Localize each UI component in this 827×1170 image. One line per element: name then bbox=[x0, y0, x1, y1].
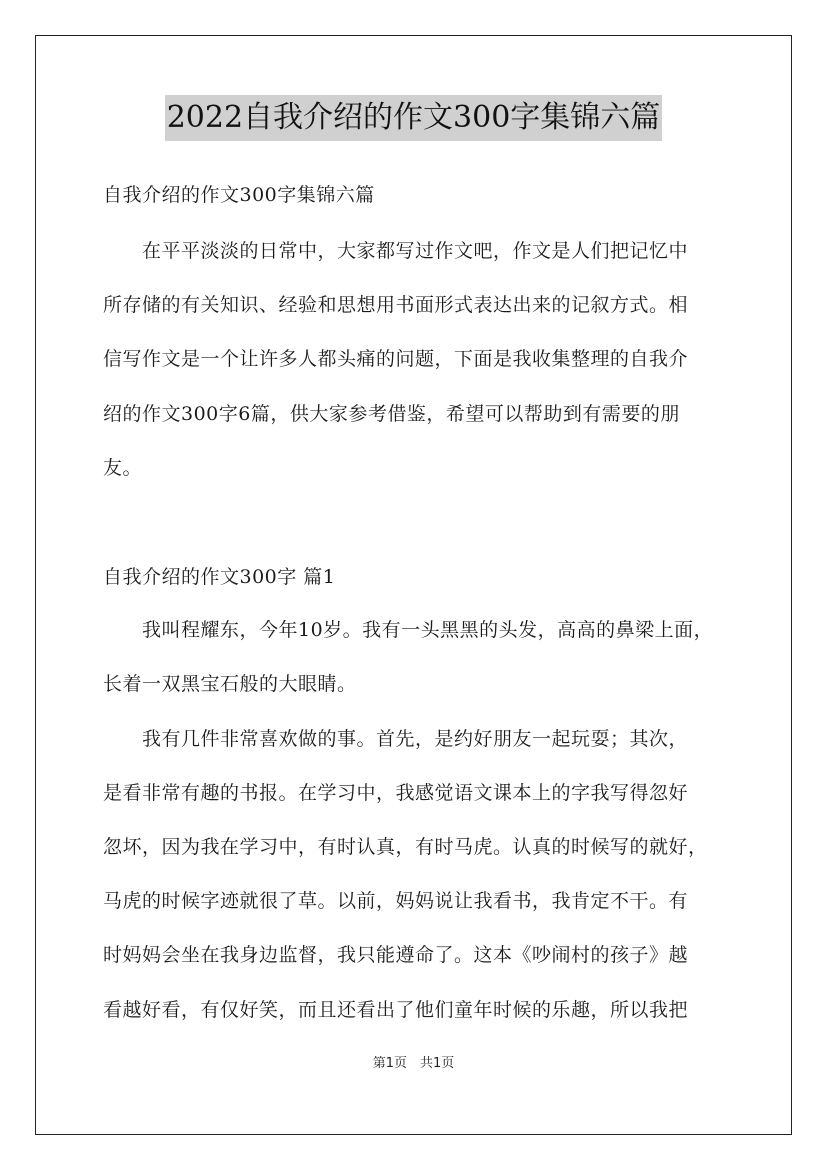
page-footer: 第1页 共1页 bbox=[372, 1056, 455, 1071]
paragraph-line: 所存储的有关知识、经验和思想用书面形式表达出来的记叙方式。相 bbox=[103, 294, 689, 316]
paragraph-line: 长着一双黑宝石般的大眼睛。 bbox=[103, 673, 357, 695]
paragraph-line: 时妈妈会坐在我身边监督，我只能遵命了。这本《吵闹村的孩子》越 bbox=[103, 944, 689, 966]
paragraph-line: 我叫程耀东，今年10岁。我有一头黑黑的头发，高高的鼻梁上面， bbox=[103, 619, 714, 641]
paragraph-line: 看越好看，有仅好笑，而且还看出了他们童年时候的乐趣，所以我把 bbox=[103, 999, 689, 1021]
paragraph-line: 忽坏，因为我在学习中，有时认真，有时马虎。认真的时候写的就好， bbox=[103, 836, 708, 858]
paragraph-line: 是看非常有趣的书报。在学习中，我感觉语文课本上的字我写得忽好 bbox=[103, 782, 689, 804]
title-container bbox=[0, 95, 827, 141]
document-title: 2022自我介绍的作文300字集锦六篇 bbox=[165, 95, 663, 141]
subtitle: 自我介绍的作文300字集锦六篇 bbox=[103, 184, 375, 206]
paragraph-line: 信写作文是一个让许多人都头痛的问题，下面是我收集整理的自我介 bbox=[103, 348, 689, 370]
paragraph-line: 绍的作文300字6篇，供大家参考借鉴，希望可以帮助到有需要的朋 bbox=[103, 403, 680, 425]
paragraph-line: 马虎的时候字迹就很了草。以前，妈妈说让我看书，我肯定不干。有 bbox=[103, 890, 689, 912]
paragraph-line: 友。 bbox=[103, 457, 143, 479]
section-heading: 自我介绍的作文300字 篇1 bbox=[103, 566, 336, 588]
paragraph-line: 在平平淡淡的日常中，大家都写过作文吧，作文是人们把记忆中 bbox=[103, 240, 689, 262]
paragraph-line: 我有几件非常喜欢做的事。首先，是约好朋友一起玩耍；其次， bbox=[103, 728, 689, 750]
